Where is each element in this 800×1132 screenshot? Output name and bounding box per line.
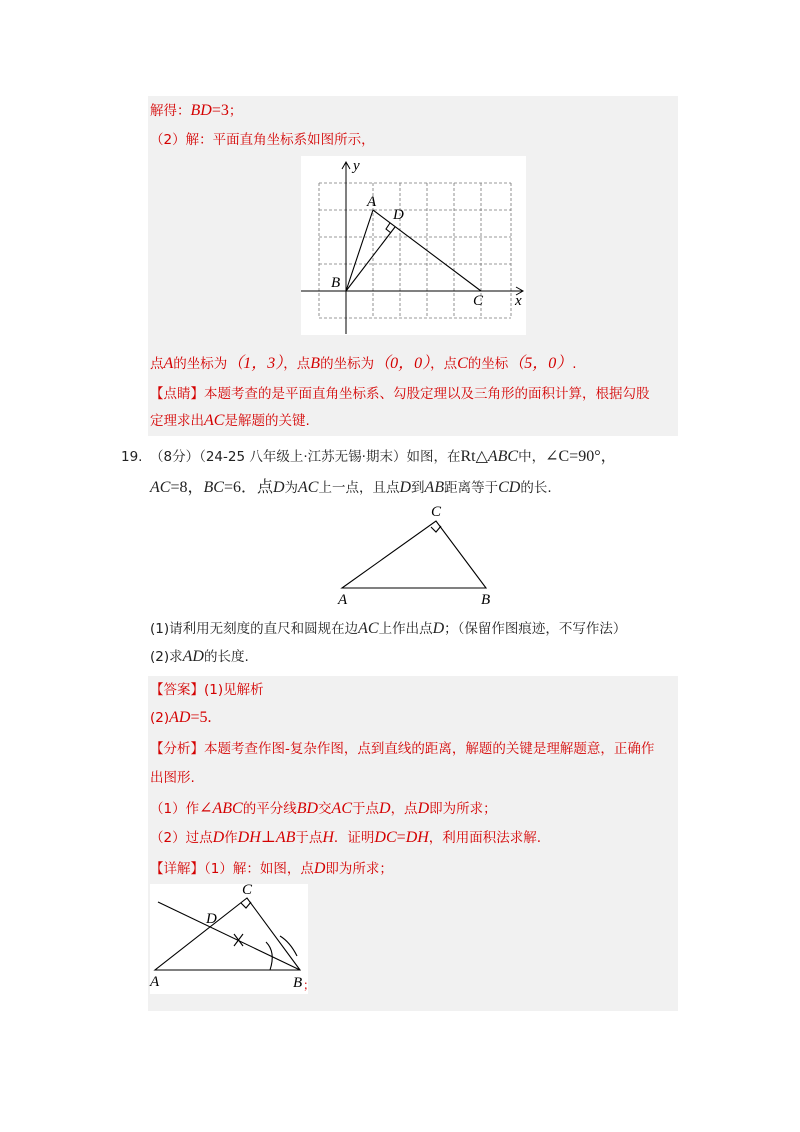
comment-line-1: 【点睛】本题考查的是平面直角坐标系、勾股定理以及三角形的面积计算，根据勾股	[150, 386, 650, 402]
figure-label-b: B	[293, 975, 303, 991]
question-line-2: AC=8，BC=6．点D为AC上一点，且点D到AB距离等于CD的长.	[150, 479, 552, 496]
triangle-label-c: C	[431, 504, 442, 520]
coordinates-line: 点A的坐标为（1，3），点B的坐标为（0，0），点C的坐标（5，0）.	[150, 355, 577, 372]
question-line-1: （8分）（24-25 八年级上·江苏无锡·期末）如图，在Rt△ABC中，∠C=90°，	[150, 448, 617, 465]
triangle-abc	[342, 521, 486, 588]
detail-line: 【详解】（1）解：如图，点D即为所求；	[150, 860, 393, 877]
coordinate-graph-svg	[301, 156, 526, 335]
figure-label-c: C	[242, 882, 253, 898]
figure-label-d: D	[206, 911, 217, 927]
analysis-line-1: 【分析】本题考查作图-复杂作图，点到直线的距离，解题的关键是理解题意，正确作	[150, 741, 655, 757]
point-label-d: D	[393, 207, 404, 223]
step-line-2: （2）过点D作DH⊥AB于点H．证明DC=DH，利用面积法求解.	[150, 829, 542, 846]
triangle-label-b: B	[481, 592, 491, 608]
question-number: 19.	[121, 449, 143, 465]
solution-line-bd: 解得：BD=3；	[150, 102, 243, 119]
answer-line-1: 【答案】(1)见解析	[150, 682, 264, 698]
construction-figure	[150, 882, 316, 994]
solution-line-2: （2）解：平面直角坐标系如图所示，	[150, 132, 375, 148]
subquestion-2: (2)求AD的长度.	[150, 648, 249, 665]
question-triangle-figure	[330, 500, 505, 610]
x-axis-label: x	[515, 293, 522, 309]
construction-triangle	[155, 898, 300, 970]
figure-label-a: A	[150, 974, 160, 990]
answer-line-2: (2)AD=5.	[150, 709, 212, 726]
step-line-1: （1）作∠ABC的平分线BD交AC于点D，点D即为所求；	[150, 800, 497, 817]
coordinate-graph	[301, 156, 526, 335]
subquestion-1: (1)请利用无刻度的直尺和圆规在边AC上作出点D；（保留作图痕迹，不写作法）	[150, 620, 627, 637]
triangle-label-a: A	[338, 592, 348, 608]
question-triangle-svg	[330, 500, 505, 610]
point-label-b: B	[331, 275, 341, 291]
point-label-a: A	[367, 194, 377, 210]
analysis-line-2: 出图形.	[150, 770, 195, 786]
comment-line-2: 定理求出AC是解题的关键.	[150, 412, 310, 429]
triangle-abc-graph	[346, 210, 481, 291]
figure-semicolon: ；	[303, 978, 316, 992]
construction-svg	[150, 882, 316, 994]
axes	[301, 162, 523, 334]
y-axis-label: y	[353, 158, 360, 174]
point-label-c: C	[473, 293, 484, 309]
